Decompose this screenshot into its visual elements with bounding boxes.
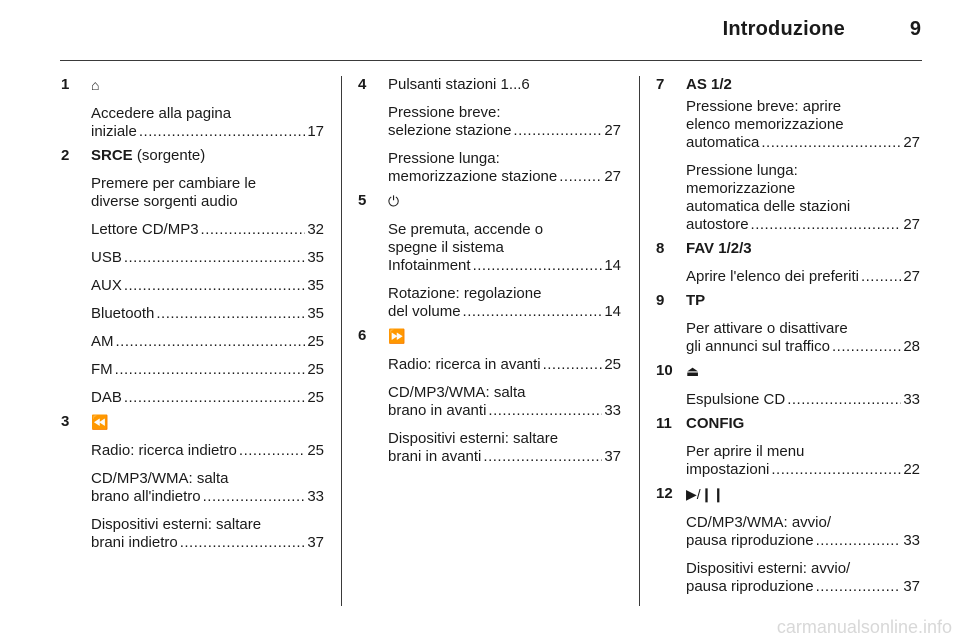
entry-number: 8: [656, 240, 665, 257]
entry-number: 1: [61, 76, 70, 93]
entry-3: 3 ⏪ Radio: ricerca indietro ..... 25 CD/MP3/WMA: salta brano all'indietro ..... 33 Dispositivi esterni: saltare brani indietro ..... 37: [61, 413, 324, 552]
list-item: FM ..... 25: [91, 361, 324, 379]
entry-number: 10: [656, 362, 673, 379]
entry-number: 6: [358, 327, 367, 344]
entry-number: 4: [358, 76, 367, 93]
entry-number: 11: [656, 415, 672, 432]
seek-forward-icon: ⏩: [388, 328, 406, 344]
home-icon: ⌂: [91, 77, 100, 93]
entry-2: 2 SRCE (sorgente) Premere per cambiare le diverse sorgenti audio Lettore CD/MP3 ..... 32 USB ..... 35 AUX ..... 35 Bluetooth ..... 35 AM ..... 25 FM ..... 25 DAB ..... 25: [61, 147, 324, 407]
list-item: Bluetooth ..... 35: [91, 305, 324, 323]
eject-icon: ⏏: [686, 363, 700, 379]
entry-number: 9: [656, 292, 665, 309]
entry-10: 10 ⏏ Espulsione CD ..... 33: [656, 362, 920, 409]
entry-4: 4 Pulsanti stazioni 1...6 Pressione breve: selezione stazione ..... 27 Pressione lunga: memorizzazione stazione ..... 27: [358, 76, 621, 186]
page-title: Introduzione: [722, 18, 845, 40]
list-item: DAB ..... 25: [91, 389, 324, 407]
list-item: AM ..... 25: [91, 333, 324, 351]
column-divider: [639, 76, 640, 606]
entry-5: 5 ⏻ Se premuta, accende o spegne il sistema Infotainment ..... 14 Rotazione: regolazione del volume ..... 14: [358, 192, 621, 321]
entry-number: 5: [358, 192, 367, 209]
page-ref: 17: [307, 123, 324, 140]
entry-12: 12 ▶/❙❙ CD/MP3/WMA: avvio/ pausa riproduzione ..... 33 Dispositivi esterni: avvio/ pausa riproduzione ..... 37: [656, 485, 920, 596]
list-item: USB ..... 35: [91, 249, 324, 267]
seek-back-icon: ⏪: [91, 414, 109, 430]
column-1: [61, 76, 324, 552]
entry-number: 12: [656, 485, 673, 502]
power-icon: ⏻: [388, 193, 400, 209]
list-item: Lettore CD/MP3 ..... 32: [91, 221, 324, 239]
entry-8: 8 FAV 1/2/3 Aprire l'elenco dei preferiti ..... 27: [656, 240, 920, 286]
entry-7: 7 AS 1/2 Pressione breve: aprire elenco memorizzazione automatica ..... 27 Pressione lunga: memorizzazione automatica delle stazioni autostore ..... 27: [656, 76, 920, 234]
entry-1: [61, 76, 324, 141]
list-item: AUX ..... 35: [91, 277, 324, 295]
play-pause-icon: ▶/❙❙: [686, 486, 725, 502]
page-header: [0, 0, 960, 62]
entry-number: 3: [61, 413, 70, 430]
entry-desc: Accedere alla pagina iniziale ..... 17: [91, 105, 324, 141]
srce-label: SRCE: [91, 147, 133, 164]
entry-6: 6 ⏩ Radio: ricerca in avanti ..... 25 CD/MP3/WMA: salta brano in avanti ..... 33 Dispositivi esterni: saltare brani in avanti ..... 37: [358, 327, 621, 466]
entry-11: 11 CONFIG Per aprire il menu impostazioni ..... 22: [656, 415, 920, 479]
watermark: carmanualsonline.info: [776, 617, 952, 637]
column-divider: [341, 76, 342, 606]
entry-number: 7: [656, 76, 665, 93]
page-number: 9: [909, 18, 921, 40]
entry-9: 9 TP Per attivare o disattivare gli annunci sul traffico ..... 28: [656, 292, 920, 356]
column-2: [358, 76, 621, 466]
header-rule: [60, 60, 922, 61]
column-3: [656, 76, 920, 596]
entry-number: 2: [61, 147, 70, 164]
